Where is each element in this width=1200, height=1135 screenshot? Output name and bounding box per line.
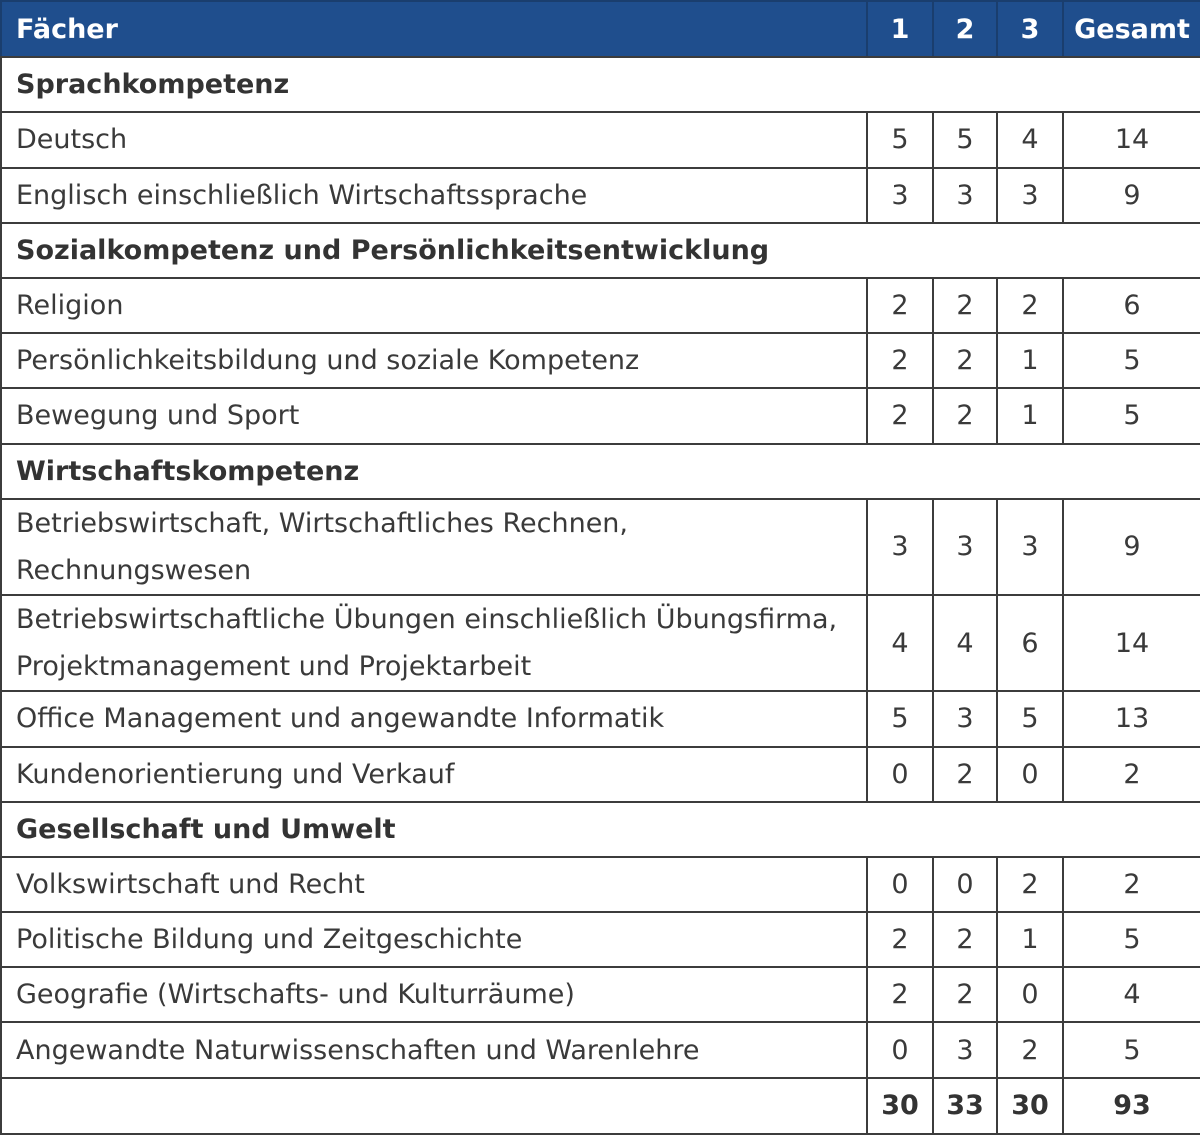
total-value: 9	[1063, 168, 1200, 223]
year-1-value: 4	[867, 595, 933, 691]
total-value: 14	[1063, 595, 1200, 691]
year-2-value: 2	[933, 278, 997, 333]
totals-label	[1, 1078, 867, 1134]
category-row	[1, 57, 1200, 112]
year-3-value: 0	[997, 967, 1063, 1022]
table-row	[1, 112, 1200, 167]
subject-label: Geografie (Wirtschafts- und Kulturräume)	[1, 967, 867, 1022]
category-row	[1, 802, 1200, 857]
year-1-value: 3	[867, 499, 933, 595]
year-2-value: 2	[933, 912, 997, 967]
table-row	[1, 912, 1200, 967]
total-value: 2	[1063, 747, 1200, 802]
year-2-value: 2	[933, 967, 997, 1022]
table-row	[1, 333, 1200, 388]
subject-label: Englisch einschließlich Wirtschaftssprache	[1, 168, 867, 223]
subject-label: Persönlichkeitsbildung und soziale Kompetenz	[1, 333, 867, 388]
header-year-3: 3	[997, 1, 1063, 57]
table-row	[1, 967, 1200, 1022]
total-value: 4	[1063, 967, 1200, 1022]
year-1-value: 2	[867, 278, 933, 333]
category-label: Sprachkompetenz	[1, 57, 1200, 112]
year-3-value: 1	[997, 333, 1063, 388]
grand-total: 93	[1063, 1078, 1200, 1134]
year-1-value: 5	[867, 691, 933, 746]
year-1-value: 0	[867, 747, 933, 802]
subject-label: Religion	[1, 278, 867, 333]
table-row	[1, 499, 1200, 595]
year-2-value: 3	[933, 691, 997, 746]
year-3-value: 3	[997, 499, 1063, 595]
year-2-value: 4	[933, 595, 997, 691]
table-row	[1, 691, 1200, 746]
header-total: Gesamt	[1063, 1, 1200, 57]
subject-label: Deutsch	[1, 112, 867, 167]
category-label: Gesellschaft und Umwelt	[1, 802, 1200, 857]
subject-label: Bewegung und Sport	[1, 388, 867, 443]
header-subject: Fächer	[1, 1, 867, 57]
subject-label: Angewandte Naturwissenschaften und Warenlehre	[1, 1022, 867, 1077]
year-1-value: 2	[867, 388, 933, 443]
total-value: 5	[1063, 912, 1200, 967]
subject-label: Politische Bildung und Zeitgeschichte	[1, 912, 867, 967]
year-3-value: 6	[997, 595, 1063, 691]
table-row	[1, 1022, 1200, 1077]
year-3-value: 4	[997, 112, 1063, 167]
table-row	[1, 168, 1200, 223]
category-row	[1, 223, 1200, 278]
year-3-value: 2	[997, 278, 1063, 333]
table-row	[1, 747, 1200, 802]
year-1-value: 0	[867, 1022, 933, 1077]
subject-label: Kundenorientierung und Verkauf	[1, 747, 867, 802]
total-value: 5	[1063, 333, 1200, 388]
year-2-value: 2	[933, 333, 997, 388]
year-2-value: 5	[933, 112, 997, 167]
year-3-value: 3	[997, 168, 1063, 223]
year-1-total: 30	[867, 1078, 933, 1134]
year-3-total: 30	[997, 1078, 1063, 1134]
year-3-value: 2	[997, 857, 1063, 912]
total-value: 2	[1063, 857, 1200, 912]
header-year-1: 1	[867, 1, 933, 57]
table-row	[1, 278, 1200, 333]
header-year-2: 2	[933, 1, 997, 57]
category-label: Wirtschaftskompetenz	[1, 444, 1200, 499]
table-row	[1, 388, 1200, 443]
total-value: 13	[1063, 691, 1200, 746]
subject-label: Betriebswirtschaftliche Übungen einschließlich Übungsfirma, Projektmanagement und Projektarbeit	[1, 595, 867, 691]
total-value: 6	[1063, 278, 1200, 333]
year-3-value: 5	[997, 691, 1063, 746]
totals-row	[1, 1078, 1200, 1134]
subject-label: Office Management und angewandte Informatik	[1, 691, 867, 746]
total-value: 9	[1063, 499, 1200, 595]
year-1-value: 0	[867, 857, 933, 912]
category-label: Sozialkompetenz und Persönlichkeitsentwicklung	[1, 223, 1200, 278]
category-row	[1, 444, 1200, 499]
year-2-value: 3	[933, 499, 997, 595]
table-header-row	[1, 1, 1200, 57]
year-2-value: 3	[933, 168, 997, 223]
year-3-value: 1	[997, 388, 1063, 443]
total-value: 5	[1063, 1022, 1200, 1077]
year-2-value: 2	[933, 747, 997, 802]
year-3-value: 1	[997, 912, 1063, 967]
subject-label: Betriebswirtschaft, Wirtschaftliches Rechnen, Rechnungswesen	[1, 499, 867, 595]
year-1-value: 2	[867, 912, 933, 967]
year-3-value: 0	[997, 747, 1063, 802]
total-value: 14	[1063, 112, 1200, 167]
year-2-value: 3	[933, 1022, 997, 1077]
year-1-value: 5	[867, 112, 933, 167]
subject-label: Volkswirtschaft und Recht	[1, 857, 867, 912]
year-1-value: 2	[867, 967, 933, 1022]
total-value: 5	[1063, 388, 1200, 443]
year-2-total: 33	[933, 1078, 997, 1134]
year-2-value: 2	[933, 388, 997, 443]
table-row	[1, 595, 1200, 691]
year-2-value: 0	[933, 857, 997, 912]
table-row	[1, 857, 1200, 912]
year-1-value: 3	[867, 168, 933, 223]
year-3-value: 2	[997, 1022, 1063, 1077]
year-1-value: 2	[867, 333, 933, 388]
